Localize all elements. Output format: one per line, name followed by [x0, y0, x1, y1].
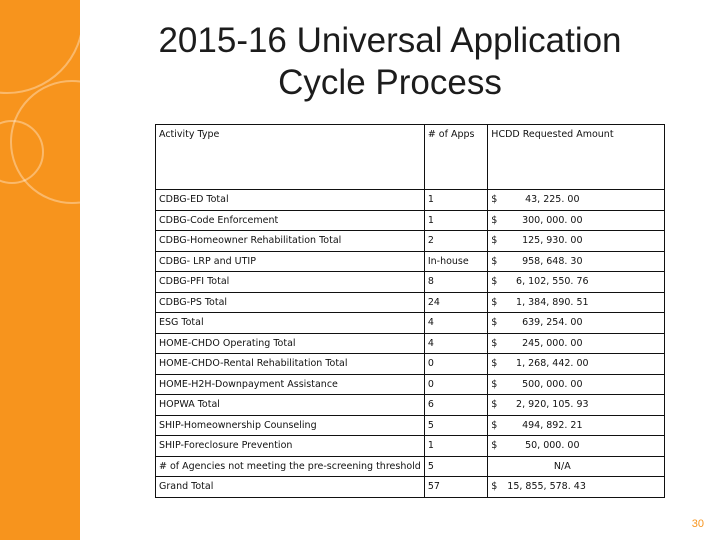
grand-total-row — [156, 477, 665, 498]
page-number: 30 — [691, 518, 704, 530]
dollar-sign: $ — [491, 296, 498, 308]
activity-cell: HOME-CHDO Operating Total — [156, 333, 425, 354]
activity-cell: HOME-H2H-Downpayment Assistance — [156, 374, 425, 395]
amount-value: 958, 648. 30 — [522, 255, 583, 267]
apps-cell: 8 — [424, 272, 487, 293]
apps-cell: 6 — [424, 395, 487, 416]
activity-cell: CDBG-PFI Total — [156, 272, 425, 293]
amount-value: 245, 000. 00 — [522, 337, 583, 349]
amount-cell — [488, 313, 665, 334]
dollar-sign: $ — [491, 235, 498, 247]
amount-cell — [488, 210, 665, 231]
amount-value: 43, 225. 00 — [525, 194, 580, 206]
amount-value: 1, 384, 890. 51 — [516, 296, 589, 308]
activity-cell: HOPWA Total — [156, 395, 425, 416]
activity-cell: ESG Total — [156, 313, 425, 334]
apps-cell: 0 — [424, 354, 487, 375]
header-num-apps: # of Apps — [424, 125, 487, 190]
activity-cell: # of Agencies not meeting the pre-screening threshold — [156, 456, 425, 477]
amount-na: N/A — [553, 460, 571, 472]
table-row — [156, 333, 665, 354]
activity-cell: CDBG-ED Total — [156, 190, 425, 211]
amount-cell — [488, 456, 665, 477]
amount-value: 639, 254. 00 — [522, 317, 583, 329]
agencies-row — [156, 456, 665, 477]
amount-cell — [488, 395, 665, 416]
amount-value: 494, 892. 21 — [522, 419, 583, 431]
table-header-row — [156, 125, 665, 190]
dollar-sign: $ — [491, 317, 498, 329]
amount-cell — [488, 374, 665, 395]
slide-title-line-2: Cycle Process — [278, 63, 502, 102]
amount-cell — [488, 231, 665, 252]
apps-cell: 4 — [424, 313, 487, 334]
table-row — [156, 354, 665, 375]
apps-cell: In-house — [424, 251, 487, 272]
amount-value: 300, 000. 00 — [522, 214, 583, 226]
amount-cell — [488, 354, 665, 375]
header-requested-amount: HCDD Requested Amount — [488, 125, 665, 190]
application-table — [155, 124, 665, 498]
amount-value: 2, 920, 105. 93 — [516, 399, 589, 411]
activity-cell: HOME-CHDO-Rental Rehabilitation Total — [156, 354, 425, 375]
table-row — [156, 231, 665, 252]
amount-cell — [488, 251, 665, 272]
apps-cell: 1 — [424, 210, 487, 231]
apps-cell: 1 — [424, 436, 487, 457]
amount-value: 500, 000. 00 — [522, 378, 583, 390]
dollar-sign: $ — [491, 255, 498, 267]
dollar-sign: $ — [491, 399, 498, 411]
table-row — [156, 272, 665, 293]
slide-title-line-1: 2015-16 Universal Application — [158, 21, 622, 60]
table-row — [156, 374, 665, 395]
dollar-sign: $ — [491, 440, 498, 452]
dollar-sign: $ — [491, 337, 498, 349]
dollar-sign: $ — [491, 214, 498, 226]
apps-cell: 24 — [424, 292, 487, 313]
table-row — [156, 313, 665, 334]
apps-cell: 1 — [424, 190, 487, 211]
table-row — [156, 251, 665, 272]
header-activity-type: Activity Type — [156, 125, 425, 190]
apps-cell: 4 — [424, 333, 487, 354]
activity-cell: SHIP-Foreclosure Prevention — [156, 436, 425, 457]
amount-cell — [488, 436, 665, 457]
apps-cell: 57 — [424, 477, 487, 498]
dollar-sign: $ — [491, 378, 498, 390]
orange-sidebar — [0, 0, 80, 540]
dollar-sign: $ — [491, 194, 498, 206]
table-row — [156, 210, 665, 231]
dollar-sign: $ — [491, 419, 498, 431]
table-row — [156, 292, 665, 313]
activity-cell: CDBG-Homeowner Rehabilitation Total — [156, 231, 425, 252]
amount-cell — [488, 477, 665, 498]
amount-cell — [488, 333, 665, 354]
amount-value: 125, 930. 00 — [522, 235, 583, 247]
apps-cell: 5 — [424, 456, 487, 477]
apps-cell: 5 — [424, 415, 487, 436]
activity-cell: Grand Total — [156, 477, 425, 498]
table-row — [156, 415, 665, 436]
amount-value: 1, 268, 442. 00 — [516, 358, 589, 370]
amount-value: 50, 000. 00 — [525, 440, 580, 452]
dollar-sign: $ — [491, 481, 498, 493]
table-row — [156, 190, 665, 211]
slide-title — [110, 20, 670, 104]
table-row — [156, 436, 665, 457]
apps-cell: 0 — [424, 374, 487, 395]
apps-cell: 2 — [424, 231, 487, 252]
dollar-sign: $ — [491, 276, 498, 288]
amount-cell — [488, 190, 665, 211]
activity-cell: CDBG-Code Enforcement — [156, 210, 425, 231]
amount-value: 15, 855, 578. 43 — [507, 481, 586, 493]
activity-cell: CDBG- LRP and UTIP — [156, 251, 425, 272]
amount-cell — [488, 292, 665, 313]
amount-cell — [488, 415, 665, 436]
amount-value: 6, 102, 550. 76 — [516, 276, 589, 288]
activity-cell: SHIP-Homeownership Counseling — [156, 415, 425, 436]
dollar-sign: $ — [491, 358, 498, 370]
activity-cell: CDBG-PS Total — [156, 292, 425, 313]
amount-cell — [488, 272, 665, 293]
table-row — [156, 395, 665, 416]
